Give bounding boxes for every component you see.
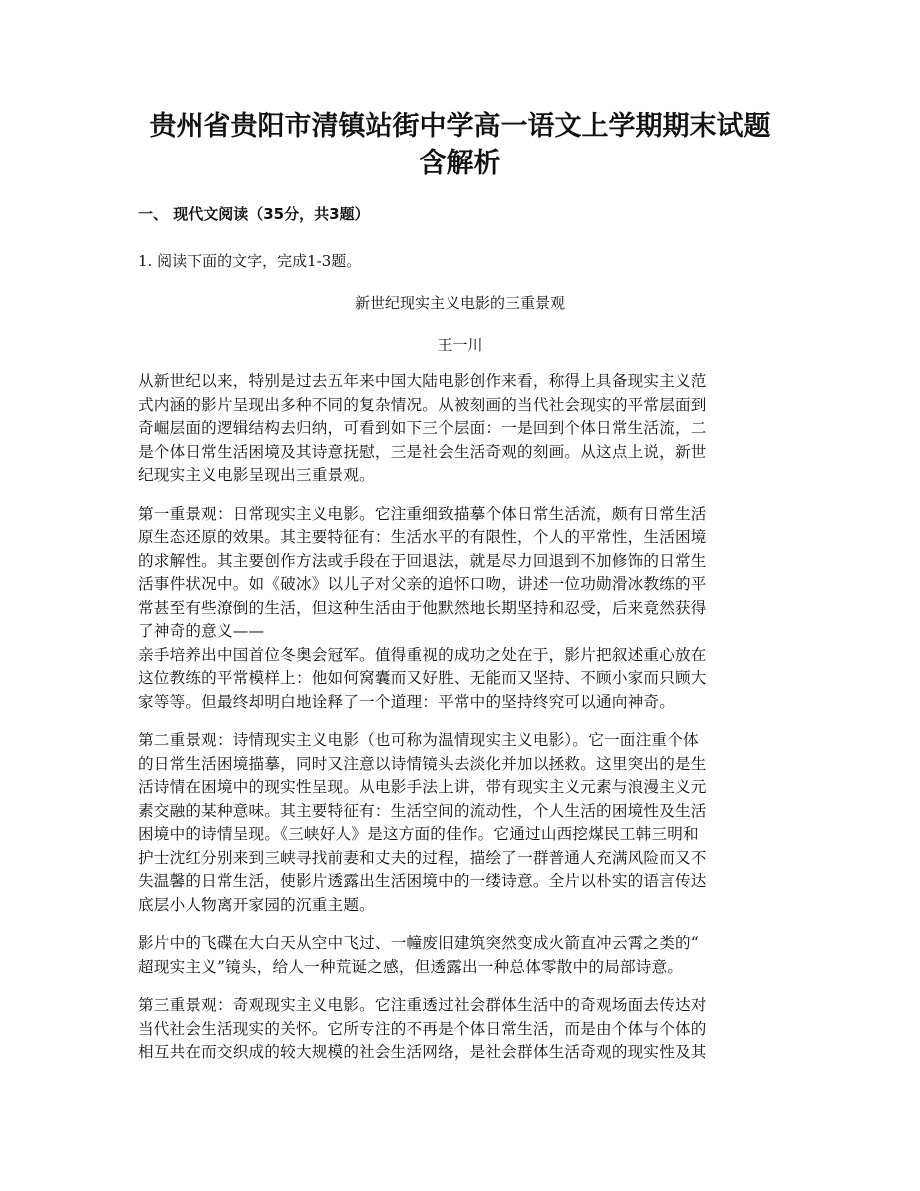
article-paragraph <box>138 932 782 979</box>
section-heading: 一、 现代文阅读（35分，共3题） <box>138 205 370 223</box>
paragraph-line: 这位教练的平常模样上：他如何窝囊而又好胜、无能而又坚持、不顾小家而只顾大 <box>138 669 707 687</box>
paragraph-line: 失温馨的日常生活，使影片透露出生活困境中的一缕诗意。全片以朴实的语言传达 <box>138 872 707 890</box>
paragraph-line: 相互共在而交织成的较大规模的社会生活网络，是社会群体生活奇观的现实性及其 <box>138 1043 707 1061</box>
paragraph-line: 影片中的飞碟在大白天从空中飞过、一幢废旧建筑突然变成火箭直冲云霄之类的“ <box>138 934 699 952</box>
paragraph-line: 从新世纪以来，特别是过去五年来中国大陆电影创作来看，称得上具备现实主义范 <box>138 372 707 390</box>
paragraph-line: 式内涵的影片呈现出多种不同的复杂情况。从被刻画的当代社会现实的平常层面到 <box>138 395 707 414</box>
paragraph-line: 第三重景观：奇观现实主义电影。它注重透过社会群体生活中的奇观场面去传达对 <box>138 996 707 1014</box>
paragraph-line: 奇崛层面的逻辑结构去归纳，可看到如下三个层面：一是回到个体日常生活流，二 <box>138 419 707 437</box>
article-paragraph <box>138 644 782 715</box>
paragraph-line: 的求解性。其主要创作方法或手段在于回退法，就是尽力回退到不加修饰的日常生 <box>138 551 707 570</box>
paragraph-line: 家等等。但最终却明白地诠释了一个道理：平常中的坚持终究可以通向神奇。 <box>138 692 675 711</box>
title-line: 贵州省贵阳市清镇站街中学高一语文上学期期末试题 <box>149 111 771 142</box>
article-body <box>138 370 782 1080</box>
paragraph-line: 当代社会生活现实的关怀。它所专注的不再是个体日常生活，而是由个体与个体的 <box>138 1019 707 1038</box>
paragraph-line: 的日常生活困境描摹，同时又注意以诗情镜头去淡化并加以拯救。这里突出的是生 <box>138 754 707 773</box>
paragraph-line: 护士沈红分别来到三峡寻找前妻和丈夫的过程，描绘了一群普通人充满风险而又不 <box>138 848 707 867</box>
question-intro: 1. 阅读下面的文字，完成1-3题。 <box>138 252 362 270</box>
paragraph-line: 亲手培养出中国首位冬奥会冠军。值得重视的成功之处在于，影片把叙述重心放在 <box>138 645 707 664</box>
paragraph-line: 纪现实主义电影呈现出三重景观。 <box>138 466 375 484</box>
paragraph-line: 常甚至有些潦倒的生活，但这种生活由于他默然地长期坚持和忍受，后来竟然获得 <box>138 598 707 617</box>
paragraph-line: 了神奇的意义—— <box>138 622 265 640</box>
paragraph-line: 超现实主义”镜头，给人一种荒诞之感，但透露出一种总体零散中的局部诗意。 <box>138 957 684 976</box>
article-paragraph <box>138 994 782 1065</box>
article-paragraph <box>138 729 782 917</box>
title-line: 含解析 <box>419 148 501 179</box>
article-paragraph <box>138 503 782 644</box>
paragraph-line: 素交融的某种意味。其主要特征有：生活空间的流动性，个人生活的困境性及生活 <box>138 801 707 820</box>
paragraph-line: 原生态还原的效果。其主要特征有：生活水平的有限性，个人的平常性，生活困境 <box>138 528 707 546</box>
article-paragraph <box>138 370 782 488</box>
paragraph-line: 是个体日常生活困境及其诗意抚慰，三是社会生活奇观的刻画。从这点上说，新世 <box>138 442 707 461</box>
paragraph-line: 第一重景观：日常现实主义电影。它注重细致描摹个体日常生活流，颇有日常生活 <box>138 504 707 523</box>
paragraph-line: 活事件状况中。如《破冰》以儿子对父亲的追怀口吻，讲述一位功勋滑冰教练的平 <box>138 575 707 593</box>
article-author: 王一川 <box>437 336 483 354</box>
paragraph-line: 底层小人物离开家园的沉重主题。 <box>138 895 375 914</box>
paragraph-line: 活诗情在困境中的现实性呈现。从电影手法上讲，带有现实主义元素与浪漫主义元 <box>138 778 707 796</box>
paragraph-line: 第二重景观：诗情现实主义电影（也可称为温情现实主义电影）。它一面注重个体 <box>138 731 699 749</box>
article-title: 新世纪现实主义电影的三重景观 <box>354 294 565 312</box>
paragraph-line: 困境中的诗情呈现。《三峡好人》是这方面的佳作。它通过山西挖煤民工韩三明和 <box>138 825 699 843</box>
document-title <box>120 108 800 182</box>
